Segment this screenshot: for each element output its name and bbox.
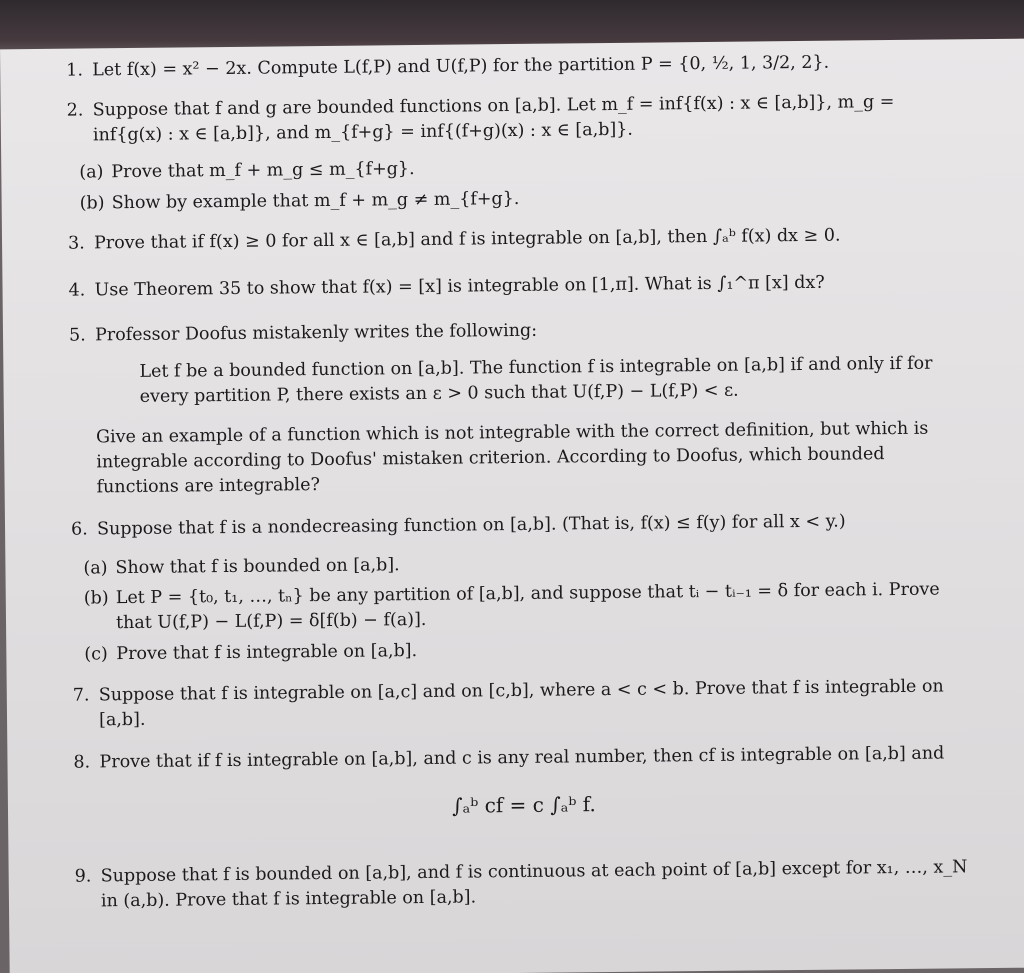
problem-9 bbox=[75, 855, 975, 914]
problem-number: 6. bbox=[70, 519, 88, 540]
problem-number: 5. bbox=[68, 325, 86, 346]
problem-3 bbox=[68, 222, 968, 256]
problem-number: 7. bbox=[72, 685, 90, 706]
problem-1 bbox=[66, 49, 966, 83]
part-label: (b) bbox=[83, 588, 109, 609]
problem-6-part-c bbox=[84, 633, 972, 667]
paper-sheet bbox=[0, 39, 1024, 973]
problem-text: Suppose that f is bounded on [a,b], and f is continuous at each point of [a,b] except for x₁, …, x_N in (a,b). Prove that f is integrable on [a,b]. bbox=[100, 857, 968, 912]
problem-text: Suppose that f is a nondecreasing function on [a,b]. (That is, f(x) ≤ f(y) for all x < y.) bbox=[96, 511, 846, 540]
part-label: (b) bbox=[79, 193, 105, 214]
problem-8 bbox=[73, 741, 973, 775]
part-label: (a) bbox=[83, 558, 108, 579]
part-text: Prove that f is integrable on [a,b]. bbox=[116, 641, 418, 665]
problem-number: 2. bbox=[66, 100, 84, 121]
problem-7 bbox=[73, 674, 973, 733]
problem-2 bbox=[67, 89, 967, 148]
problem-text: Prove that if f(x) ≥ 0 for all x ∈ [a,b] and f is integrable on [a,b], then ∫ₐᵇ f(x) dx ≥ 0. bbox=[93, 225, 841, 254]
problem-text: Professor Doofus mistakenly writes the following: bbox=[94, 320, 538, 346]
problem-5 bbox=[69, 314, 969, 348]
problem-4 bbox=[68, 269, 968, 303]
problem-text: Use Theorem 35 to show that f(x) = [x] is integrable on [1,π]. What is ∫₁^π [x] dx? bbox=[94, 272, 825, 301]
problem-number: 8. bbox=[73, 752, 91, 773]
part-label: (a) bbox=[79, 162, 104, 183]
integral-display: ∫ₐᵇ cf = c ∫ₐᵇ f. bbox=[452, 792, 596, 818]
part-text: Show by example that m_f + m_g ≠ m_{f+g}. bbox=[111, 188, 520, 214]
problem-text: Suppose that f and g are bounded functions on [a,b]. Let m_f = inf{f(x) : x ∈ [a,b]}, m_g = inf{g(x) : x ∈ [a,b]}, and m_{f+g} = inf{(f+g)(x) : x ∈ [a,b]}. bbox=[92, 92, 895, 146]
part-text: Show that f is bounded on [a,b]. bbox=[115, 555, 400, 579]
problem-2-part-b bbox=[80, 182, 968, 216]
problem-6-part-b bbox=[84, 577, 972, 636]
part-text: Let P = {t₀, t₁, …, tₙ} be any partition of [a,b], and suppose that tᵢ − tᵢ₋₁ = δ for each i. Prove that U(f,P) − L(f,P) = δ[f(b) − f(a)]. bbox=[115, 579, 940, 634]
problem-5-followup: Give an example of a function which is not integrable with the correct definition, but which is integrable according to Doofus' mistaken criterion. According to Doofus, which bounded functions are integrable? bbox=[95, 418, 929, 498]
doofus-quote: Let f be a bounded function on [a,b]. The function f is integrable on [a,b] if and only if for every partition P, there exists an ε > 0 such that U(f,P) − L(f,P) < ε. bbox=[139, 353, 933, 407]
problem-number: 9. bbox=[74, 866, 92, 887]
problem-list bbox=[66, 49, 975, 914]
problem-2-part-a bbox=[79, 151, 967, 185]
problem-text: Suppose that f is integrable on [a,c] and on [c,b], where a < c < b. Prove that f is integrable on [a,b]. bbox=[98, 676, 944, 731]
problem-6 bbox=[71, 508, 971, 542]
problem-6-part-a bbox=[83, 547, 971, 581]
problem-number: 3. bbox=[67, 233, 85, 254]
part-text: Prove that m_f + m_g ≤ m_{f+g}. bbox=[111, 159, 415, 183]
problem-number: 1. bbox=[66, 60, 84, 81]
part-label: (c) bbox=[84, 644, 108, 665]
problem-text: Let f(x) = x² − 2x. Compute L(f,P) and U(f,P) for the partition P = {0, ½, 1, 3/2, 2}. bbox=[92, 52, 830, 81]
problem-number: 4. bbox=[68, 280, 86, 301]
problem-text: Prove that if f is integrable on [a,b], and c is any real number, then cf is integrable on [a,b] and bbox=[99, 743, 945, 773]
